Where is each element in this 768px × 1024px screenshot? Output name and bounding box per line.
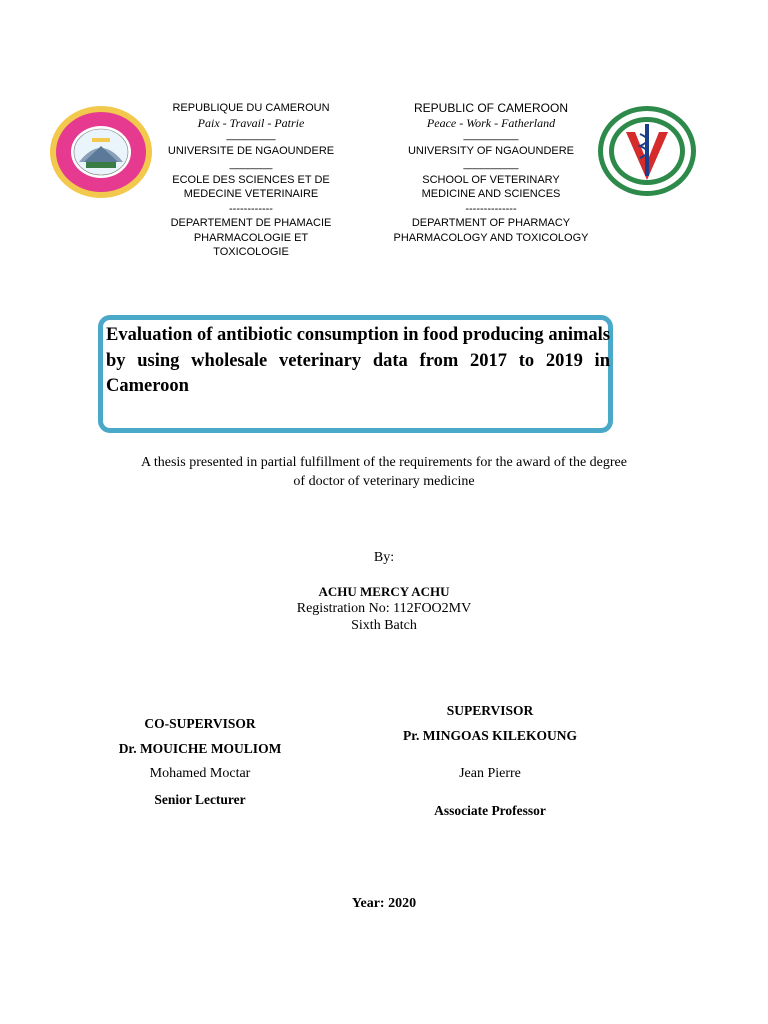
co-supervisor-rank: Senior Lecturer <box>154 792 246 807</box>
batch: Sixth Batch <box>351 618 417 633</box>
thesis-statement-line1: A thesis presented in partial fulfillment of the requirements for the award of the degree <box>141 455 627 470</box>
separator: -------------- <box>465 202 517 215</box>
country-en: REPUBLIC OF CAMEROON <box>413 101 569 115</box>
school-fr-line2: MEDECINE VETERINAIRE <box>183 188 319 200</box>
veterinary-school-emblem-icon <box>596 104 698 198</box>
school-fr-line1: ECOLE DES SCIENCES ET DE <box>172 173 330 186</box>
title-box <box>98 315 613 433</box>
separator: ------------ <box>229 202 273 215</box>
motto-en: Peace - Work - Fatherland <box>426 115 556 130</box>
school-en-line1: SCHOOL OF VETERINARY <box>422 173 560 186</box>
co-supervisor-heading: CO-SUPERVISOR <box>144 716 256 731</box>
motto-fr: Paix - Travail - Patrie <box>197 115 305 130</box>
registration-number: Registration No: 112FOO2MV <box>296 601 472 616</box>
year: Year: 2020 <box>351 896 417 911</box>
school-en-line2: MEDICINE AND SCIENCES <box>421 188 561 200</box>
department-en-line2: PHARMACOLOGY AND TOXICOLOGY <box>393 231 589 244</box>
by-label: By: <box>373 550 395 565</box>
department-fr-line1: DEPARTEMENT DE PHAMACIE <box>170 217 332 229</box>
supervisor-name: Pr. MINGOAS KILEKOUNG <box>403 728 577 743</box>
supervisor-rank: Associate Professor <box>434 803 546 818</box>
thesis-title: Evaluation of antibiotic consumption in food producing animals by using wholesale veterinary data from 2017 to 2019 in Cameroon <box>106 325 610 396</box>
supervisor-heading: SUPERVISOR <box>446 703 534 718</box>
separator: _________ <box>463 157 519 170</box>
separator: _________ <box>463 129 519 141</box>
header-french <box>156 101 346 260</box>
separator: ________ <box>226 129 276 141</box>
country-fr: REPUBLIQUE DU CAMEROUN <box>172 102 330 114</box>
university-seal-icon <box>48 104 154 200</box>
university-fr: UNIVERSITE DE NGAOUNDERE <box>167 145 335 157</box>
author-name: ACHU MERCY ACHU <box>318 584 450 599</box>
separator: _______ <box>229 157 273 170</box>
co-supervisor-name-line2: Mohamed Moctar <box>149 766 251 781</box>
university-en: UNIVERSITY OF NGAOUNDERE <box>407 145 575 157</box>
header-english <box>391 101 591 245</box>
department-fr-line2: PHARMACOLOGIE ET TOXICOLOGIE <box>193 231 309 258</box>
thesis-statement-line2: of doctor of veterinary medicine <box>293 474 475 489</box>
department-en-line1: DEPARTMENT OF PHARMACY <box>411 217 571 229</box>
supervisor-name-line2: Jean Pierre <box>459 766 521 781</box>
co-supervisor-name: Dr. MOUICHE MOULIOM <box>118 741 282 756</box>
